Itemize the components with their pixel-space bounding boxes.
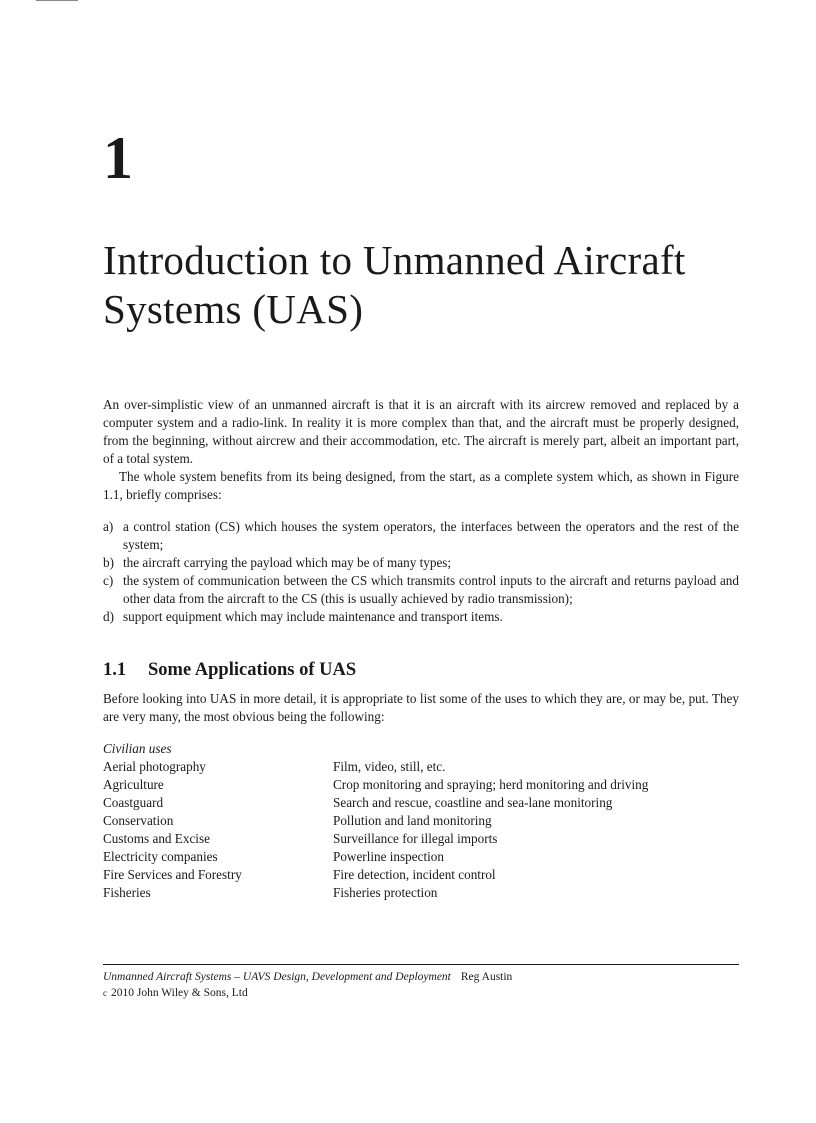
author-name: Reg Austin [460,971,513,983]
section-title: Some Applications of UAS [148,660,357,680]
list-item [103,608,739,626]
list-item [103,572,739,608]
civilian-uses-table [103,758,739,902]
use-cell: Electricity companies [103,849,218,864]
description-cell: Fire detection, incident control [333,867,496,882]
use-cell: Fisheries [103,885,151,900]
table-row [103,776,739,794]
description-cell: Surveillance for illegal imports [333,831,498,846]
description-cell: Fisheries protection [333,885,438,900]
copyright-text: 2010 John Wiley & Sons, Ltd [111,987,248,999]
list-item-text: the system of communication between the CS which transmits control inputs to the aircraft and returns payload and other data from the aircraft to the CS (this is usually achieved by radio transmission); [123,573,739,606]
table-row [103,794,739,812]
footer-divider [103,964,739,965]
list-item [103,518,739,554]
footer-copyright [103,985,739,1001]
section-paragraph: Before looking into UAS in more detail, it is appropriate to list some of the uses to which they are, or may be, put. They are very many, the most obvious being the following: [103,691,739,724]
table-row [103,848,739,866]
use-cell: Customs and Excise [103,831,210,846]
list-marker: c) [103,573,114,588]
description-cell: Powerline inspection [333,849,444,864]
system-components-list [103,518,739,626]
table-row [103,758,739,776]
table-row [103,866,739,884]
use-cell: Fire Services and Forestry [103,867,242,882]
book-title: Unmanned Aircraft Systems – UAVS Design, Development and Deployment [103,971,451,983]
description-cell: Crop monitoring and spraying; herd monitoring and driving [333,777,649,792]
list-item-text: support equipment which may include maintenance and transport items. [123,609,503,624]
chapter-title: Introduction to Unmanned Aircraft Systems (UAS) [103,237,686,332]
table-row [103,812,739,830]
list-item-text: a control station (CS) which houses the system operators, the interfaces between the operators and the rest of the system; [123,519,739,552]
list-marker: b) [103,555,114,570]
use-cell: Aerial photography [103,759,206,774]
list-marker: a) [103,519,114,534]
list-item-text: the aircraft carrying the payload which may be of many types; [123,555,452,570]
use-cell: Coastguard [103,795,164,810]
section-number: 1.1 [103,660,127,680]
copyright-symbol: c [103,988,107,998]
table-row [103,830,739,848]
intro-paragraph-2: The whole system benefits from its being designed, from the start, as a complete system which, as shown in Figure 1.1, briefly comprises: [103,469,739,502]
section-heading [103,658,739,682]
description-cell: Search and rescue, coastline and sea-lane monitoring [333,795,613,810]
civilian-uses-heading: Civilian uses [103,741,172,756]
footer-citation [103,969,739,985]
page-footer [103,969,739,1001]
list-marker: d) [103,609,114,624]
use-cell: Conservation [103,813,174,828]
use-cell: Agriculture [103,777,164,792]
section-applications [103,658,739,902]
description-cell: Pollution and land monitoring [333,813,492,828]
intro-paragraph-1: An over-simplistic view of an unmanned aircraft is that it is an aircraft with its aircrew removed and replaced by a computer system and a radio-link. In reality it is more complex than that, and the aircraft must be properly designed, from the beginning, without aircrew and their accommodation, etc. The aircraft is merely part, albeit an important part, of a total system. [103,397,739,466]
table-row [103,884,739,902]
chapter-number: 1 [103,125,133,191]
corner-crop-mark [36,0,78,1]
description-cell: Film, video, still, etc. [333,759,446,774]
intro-section [103,396,739,626]
list-item [103,554,739,572]
